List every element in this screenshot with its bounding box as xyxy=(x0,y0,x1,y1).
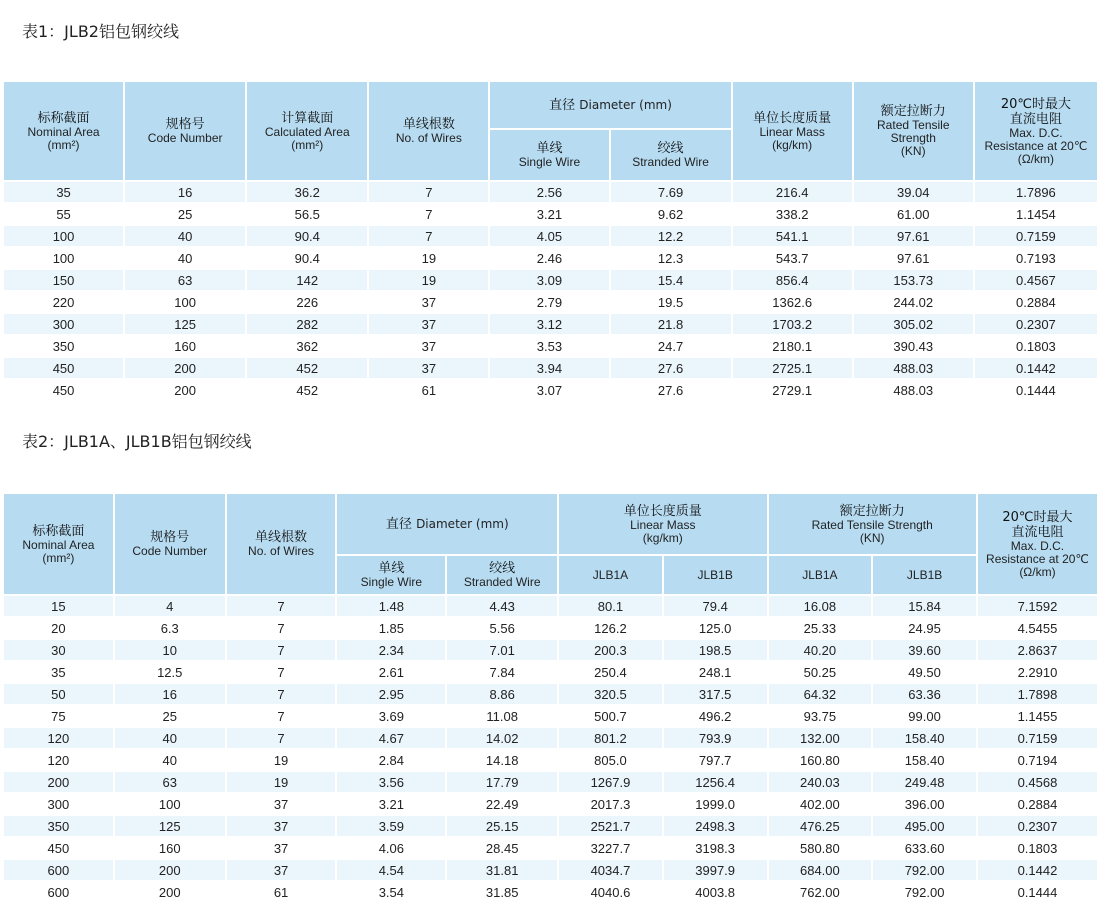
table-cell: 160 xyxy=(125,336,245,358)
table-cell: 125 xyxy=(115,816,225,838)
header-stranded-wire: 绞线 Stranded Wire xyxy=(611,130,731,182)
table-cell: 402.00 xyxy=(769,794,872,816)
table-cell: 338.2 xyxy=(733,204,852,226)
table-cell: 120 xyxy=(4,728,113,750)
table-cell: 0.7159 xyxy=(978,728,1097,750)
table-cell: 3.09 xyxy=(490,270,608,292)
table-cell: 36.2 xyxy=(247,182,367,204)
table-cell: 792.00 xyxy=(873,882,976,904)
table-cell: 0.2307 xyxy=(978,816,1097,838)
table-cell: 200.3 xyxy=(559,640,662,662)
table-cell: 126.2 xyxy=(559,618,662,640)
table-cell: 14.18 xyxy=(447,750,557,772)
table-row xyxy=(4,750,1097,772)
table-cell: 633.60 xyxy=(873,838,976,860)
table-cell: 801.2 xyxy=(559,728,662,750)
header-single-wire: 单线 Single Wire xyxy=(337,556,445,596)
table-row xyxy=(4,226,1097,248)
table-cell: 7.01 xyxy=(447,640,557,662)
table-cell: 7 xyxy=(227,706,336,728)
table-cell: 2180.1 xyxy=(733,336,852,358)
table-cell: 120 xyxy=(4,750,113,772)
table-cell: 37 xyxy=(227,838,336,860)
table-cell: 2521.7 xyxy=(559,816,662,838)
table-cell: 792.00 xyxy=(873,860,976,882)
table-cell: 35 xyxy=(4,662,113,684)
table-cell: 2.46 xyxy=(490,248,608,270)
table-cell: 39.04 xyxy=(854,182,973,204)
table-cell: 4040.6 xyxy=(559,882,662,904)
table-cell: 12.5 xyxy=(115,662,225,684)
table-cell: 158.40 xyxy=(873,728,976,750)
table-cell: 22.49 xyxy=(447,794,557,816)
header-rated-tensile-strength: 额定拉断力 Rated Tensile Strength (KN) xyxy=(769,494,976,556)
table-cell: 28.45 xyxy=(447,838,557,860)
header-diameter: 直径 Diameter (mm) xyxy=(490,82,730,130)
header-resistance: 20℃时最大 直流电阻 Max. D.C. Resistance at 20℃ (Ω/km) xyxy=(975,82,1097,182)
table2-caption: 表2：JLB1A、JLB1B铝包钢绞线 xyxy=(22,432,252,451)
table-cell: 2725.1 xyxy=(733,358,852,380)
table-cell: 160 xyxy=(115,838,225,860)
table-cell: 762.00 xyxy=(769,882,872,904)
table-cell: 1362.6 xyxy=(733,292,852,314)
table-cell: 16.08 xyxy=(769,596,872,618)
table-cell: 220 xyxy=(4,292,123,314)
header-nominal-area: 标称截面 Nominal Area (mm²) xyxy=(4,494,113,596)
header-linear-mass: 单位长度质量 Linear Mass (kg/km) xyxy=(559,494,766,556)
table-cell: 160.80 xyxy=(769,750,872,772)
table-cell: 1999.0 xyxy=(664,794,767,816)
table-cell: 320.5 xyxy=(559,684,662,706)
table-cell: 7.69 xyxy=(611,182,731,204)
table-cell: 1.1455 xyxy=(978,706,1097,728)
table-cell: 31.81 xyxy=(447,860,557,882)
table-row xyxy=(4,794,1097,816)
table-cell: 2.2910 xyxy=(978,662,1097,684)
table-cell: 244.02 xyxy=(854,292,973,314)
table-cell: 476.25 xyxy=(769,816,872,838)
table-row xyxy=(4,618,1097,640)
table-row xyxy=(4,314,1097,336)
table-cell: 200 xyxy=(115,882,225,904)
table-cell: 90.4 xyxy=(247,226,367,248)
table-cell: 3997.9 xyxy=(664,860,767,882)
header-code-number: 规格号 Code Number xyxy=(115,494,225,596)
table-cell: 9.62 xyxy=(611,204,731,226)
table-cell: 93.75 xyxy=(769,706,872,728)
table-cell: 14.02 xyxy=(447,728,557,750)
table-cell: 64.32 xyxy=(769,684,872,706)
table-cell: 4.06 xyxy=(337,838,445,860)
table-cell: 3.21 xyxy=(337,794,445,816)
table-cell: 158.40 xyxy=(873,750,976,772)
table-cell: 362 xyxy=(247,336,367,358)
table-cell: 3.69 xyxy=(337,706,445,728)
table-cell: 56.5 xyxy=(247,204,367,226)
table-cell: 17.79 xyxy=(447,772,557,794)
table-cell: 793.9 xyxy=(664,728,767,750)
table-cell: 11.08 xyxy=(447,706,557,728)
table-cell: 0.1803 xyxy=(978,838,1097,860)
table-cell: 3.21 xyxy=(490,204,608,226)
table-row xyxy=(4,336,1097,358)
table-cell: 31.85 xyxy=(447,882,557,904)
table-cell: 300 xyxy=(4,314,123,336)
table-cell: 12.2 xyxy=(611,226,731,248)
table-cell: 37 xyxy=(369,292,488,314)
header-linear-mass-jlb1a: JLB1A xyxy=(559,556,662,596)
table-cell: 4003.8 xyxy=(664,882,767,904)
table-cell: 37 xyxy=(227,816,336,838)
table-cell: 0.1803 xyxy=(975,336,1097,358)
header-linear-mass-jlb1b: JLB1B xyxy=(664,556,767,596)
table-cell: 450 xyxy=(4,380,123,402)
table-row xyxy=(4,270,1097,292)
table-cell: 63 xyxy=(125,270,245,292)
table-cell: 37 xyxy=(227,794,336,816)
table-cell: 55 xyxy=(4,204,123,226)
table-cell: 2017.3 xyxy=(559,794,662,816)
table-cell: 4.05 xyxy=(490,226,608,248)
table-cell: 200 xyxy=(4,772,113,794)
table-cell: 63.36 xyxy=(873,684,976,706)
table-row xyxy=(4,182,1097,204)
header-nominal-area: 标称截面 Nominal Area (mm²) xyxy=(4,82,123,182)
table-cell: 132.00 xyxy=(769,728,872,750)
table-cell: 0.2884 xyxy=(975,292,1097,314)
table-cell: 37 xyxy=(227,860,336,882)
table-cell: 1703.2 xyxy=(733,314,852,336)
table-cell: 125 xyxy=(125,314,245,336)
table-cell: 75 xyxy=(4,706,113,728)
table-cell: 24.95 xyxy=(873,618,976,640)
table-cell: 240.03 xyxy=(769,772,872,794)
table-cell: 97.61 xyxy=(854,226,973,248)
table-cell: 495.00 xyxy=(873,816,976,838)
table-cell: 10 xyxy=(115,640,225,662)
table-cell: 396.00 xyxy=(873,794,976,816)
table-cell: 80.1 xyxy=(559,596,662,618)
table-cell: 20 xyxy=(4,618,113,640)
table-cell: 317.5 xyxy=(664,684,767,706)
table-cell: 452 xyxy=(247,380,367,402)
table-row xyxy=(4,596,1097,618)
table-cell: 50 xyxy=(4,684,113,706)
table-cell: 19 xyxy=(227,772,336,794)
header-rated-tensile-strength: 额定拉断力 Rated Tensile Strength (KN) xyxy=(854,82,973,182)
table-cell: 496.2 xyxy=(664,706,767,728)
table-cell: 15 xyxy=(4,596,113,618)
table-cell: 4.54 xyxy=(337,860,445,882)
table-cell: 63 xyxy=(115,772,225,794)
table-cell: 0.1442 xyxy=(975,358,1097,380)
header-tensile-jlb1a: JLB1A xyxy=(769,556,872,596)
table-cell: 40 xyxy=(125,226,245,248)
table-cell: 541.1 xyxy=(733,226,852,248)
table1-body xyxy=(4,182,1097,402)
table-cell: 37 xyxy=(369,314,488,336)
table-cell: 27.6 xyxy=(611,358,731,380)
table-cell: 1.7896 xyxy=(975,182,1097,204)
table-cell: 7 xyxy=(227,684,336,706)
table-cell: 27.6 xyxy=(611,380,731,402)
table-cell: 198.5 xyxy=(664,640,767,662)
table-cell: 25.33 xyxy=(769,618,872,640)
table-cell: 7 xyxy=(369,182,488,204)
header-stranded-wire: 绞线 Stranded Wire xyxy=(447,556,557,596)
table-cell: 1267.9 xyxy=(559,772,662,794)
table-cell: 35 xyxy=(4,182,123,204)
table-cell: 97.61 xyxy=(854,248,973,270)
table-row xyxy=(4,640,1097,662)
table-cell: 99.00 xyxy=(873,706,976,728)
table-cell: 0.1442 xyxy=(978,860,1097,882)
table-cell: 4 xyxy=(115,596,225,618)
table-cell: 19 xyxy=(369,248,488,270)
table-cell: 7 xyxy=(227,640,336,662)
table-cell: 500.7 xyxy=(559,706,662,728)
table-cell: 250.4 xyxy=(559,662,662,684)
table-cell: 7 xyxy=(369,204,488,226)
table-cell: 0.1444 xyxy=(975,380,1097,402)
table-cell: 19 xyxy=(227,750,336,772)
table-cell: 300 xyxy=(4,794,113,816)
table-cell: 16 xyxy=(115,684,225,706)
table-cell: 61 xyxy=(369,380,488,402)
table-cell: 6.3 xyxy=(115,618,225,640)
table-cell: 0.1444 xyxy=(978,882,1097,904)
table-cell: 3.53 xyxy=(490,336,608,358)
table-cell: 142 xyxy=(247,270,367,292)
table-cell: 21.8 xyxy=(611,314,731,336)
table-cell: 15.4 xyxy=(611,270,731,292)
table-row xyxy=(4,292,1097,314)
table-cell: 24.7 xyxy=(611,336,731,358)
table-cell: 580.80 xyxy=(769,838,872,860)
table-cell: 4.5455 xyxy=(978,618,1097,640)
table-cell: 16 xyxy=(125,182,245,204)
table-cell: 1.1454 xyxy=(975,204,1097,226)
table-cell: 684.00 xyxy=(769,860,872,882)
table-cell: 2.79 xyxy=(490,292,608,314)
table-cell: 350 xyxy=(4,816,113,838)
table-row xyxy=(4,684,1097,706)
table-cell: 79.4 xyxy=(664,596,767,618)
table-row xyxy=(4,816,1097,838)
table-cell: 350 xyxy=(4,336,123,358)
table-cell: 25 xyxy=(115,706,225,728)
table-cell: 25 xyxy=(125,204,245,226)
table-cell: 12.3 xyxy=(611,248,731,270)
table-cell: 805.0 xyxy=(559,750,662,772)
table-row xyxy=(4,662,1097,684)
header-calculated-area: 计算截面 Calculated Area (mm²) xyxy=(247,82,367,182)
header-tensile-jlb1b: JLB1B xyxy=(873,556,976,596)
table-cell: 2.95 xyxy=(337,684,445,706)
table-row xyxy=(4,882,1097,904)
table-cell: 450 xyxy=(4,358,123,380)
table-cell: 0.7159 xyxy=(975,226,1097,248)
table-row xyxy=(4,728,1097,750)
table-row xyxy=(4,358,1097,380)
table-cell: 7 xyxy=(227,618,336,640)
table-cell: 543.7 xyxy=(733,248,852,270)
table-cell: 39.60 xyxy=(873,640,976,662)
header-linear-mass: 单位长度质量 Linear Mass (kg/km) xyxy=(733,82,852,182)
table-cell: 0.7193 xyxy=(975,248,1097,270)
table-cell: 7 xyxy=(227,662,336,684)
header-diameter: 直径 Diameter (mm) xyxy=(337,494,557,556)
table-cell: 488.03 xyxy=(854,380,973,402)
table-cell: 3198.3 xyxy=(664,838,767,860)
table-cell: 3227.7 xyxy=(559,838,662,860)
table-cell: 100 xyxy=(4,248,123,270)
table-cell: 7.84 xyxy=(447,662,557,684)
table-cell: 1.48 xyxy=(337,596,445,618)
table-cell: 7.1592 xyxy=(978,596,1097,618)
table-cell: 7 xyxy=(227,728,336,750)
table-cell: 30 xyxy=(4,640,113,662)
table-cell: 1.85 xyxy=(337,618,445,640)
table-row xyxy=(4,860,1097,882)
table-cell: 450 xyxy=(4,838,113,860)
table-cell: 226 xyxy=(247,292,367,314)
table1-caption: 表1：JLB2铝包钢绞线 xyxy=(22,22,179,41)
table-cell: 15.84 xyxy=(873,596,976,618)
table-cell: 2.34 xyxy=(337,640,445,662)
table-cell: 305.02 xyxy=(854,314,973,336)
table-cell: 125.0 xyxy=(664,618,767,640)
jlb2-spec-table xyxy=(2,82,1099,402)
table-cell: 3.54 xyxy=(337,882,445,904)
table-cell: 40 xyxy=(125,248,245,270)
table-cell: 7 xyxy=(369,226,488,248)
table-row xyxy=(4,204,1097,226)
table-cell: 40 xyxy=(115,750,225,772)
table-cell: 3.94 xyxy=(490,358,608,380)
table-cell: 153.73 xyxy=(854,270,973,292)
table-cell: 37 xyxy=(369,358,488,380)
header-no-of-wires: 单线根数 No. of Wires xyxy=(227,494,336,596)
table-cell: 3.07 xyxy=(490,380,608,402)
table-cell: 90.4 xyxy=(247,248,367,270)
table-cell: 61 xyxy=(227,882,336,904)
table-cell: 282 xyxy=(247,314,367,336)
header-no-of-wires: 单线根数 No. of Wires xyxy=(369,82,488,182)
table-cell: 856.4 xyxy=(733,270,852,292)
table-cell: 19.5 xyxy=(611,292,731,314)
table-cell: 50.25 xyxy=(769,662,872,684)
table-cell: 200 xyxy=(125,380,245,402)
table-cell: 2.56 xyxy=(490,182,608,204)
table2-body xyxy=(4,596,1097,904)
table-cell: 4034.7 xyxy=(559,860,662,882)
table-cell: 3.12 xyxy=(490,314,608,336)
table-cell: 49.50 xyxy=(873,662,976,684)
table-cell: 0.2884 xyxy=(978,794,1097,816)
table-cell: 8.86 xyxy=(447,684,557,706)
table-cell: 0.7194 xyxy=(978,750,1097,772)
table-row xyxy=(4,706,1097,728)
table-cell: 600 xyxy=(4,860,113,882)
table-cell: 19 xyxy=(369,270,488,292)
table-cell: 390.43 xyxy=(854,336,973,358)
table-cell: 797.7 xyxy=(664,750,767,772)
table-cell: 2498.3 xyxy=(664,816,767,838)
header-resistance: 20℃时最大 直流电阻 Max. D.C. Resistance at 20℃ (Ω/km) xyxy=(978,494,1097,596)
table-cell: 3.56 xyxy=(337,772,445,794)
table-cell: 61.00 xyxy=(854,204,973,226)
table-row xyxy=(4,248,1097,270)
table-cell: 4.67 xyxy=(337,728,445,750)
table-cell: 1.7898 xyxy=(978,684,1097,706)
table-cell: 2729.1 xyxy=(733,380,852,402)
table-cell: 0.4567 xyxy=(975,270,1097,292)
table-cell: 40.20 xyxy=(769,640,872,662)
table-cell: 4.43 xyxy=(447,596,557,618)
table-cell: 25.15 xyxy=(447,816,557,838)
table-cell: 2.8637 xyxy=(978,640,1097,662)
table-cell: 150 xyxy=(4,270,123,292)
table-cell: 37 xyxy=(369,336,488,358)
table-cell: 40 xyxy=(115,728,225,750)
table-cell: 3.59 xyxy=(337,816,445,838)
table-row xyxy=(4,380,1097,402)
table-cell: 2.61 xyxy=(337,662,445,684)
table-cell: 216.4 xyxy=(733,182,852,204)
table-cell: 249.48 xyxy=(873,772,976,794)
table-cell: 100 xyxy=(115,794,225,816)
table-cell: 0.2307 xyxy=(975,314,1097,336)
header-single-wire: 单线 Single Wire xyxy=(490,130,608,182)
table-cell: 0.4568 xyxy=(978,772,1097,794)
table-cell: 5.56 xyxy=(447,618,557,640)
table-cell: 600 xyxy=(4,882,113,904)
table-cell: 200 xyxy=(115,860,225,882)
table-cell: 1256.4 xyxy=(664,772,767,794)
table-cell: 488.03 xyxy=(854,358,973,380)
header-code-number: 规格号 Code Number xyxy=(125,82,245,182)
table-cell: 2.84 xyxy=(337,750,445,772)
jlb1a-jlb1b-spec-table xyxy=(2,494,1099,904)
table-cell: 200 xyxy=(125,358,245,380)
table-row xyxy=(4,838,1097,860)
table-row xyxy=(4,772,1097,794)
table-cell: 452 xyxy=(247,358,367,380)
table-cell: 248.1 xyxy=(664,662,767,684)
table-cell: 100 xyxy=(125,292,245,314)
table-cell: 100 xyxy=(4,226,123,248)
table-cell: 7 xyxy=(227,596,336,618)
